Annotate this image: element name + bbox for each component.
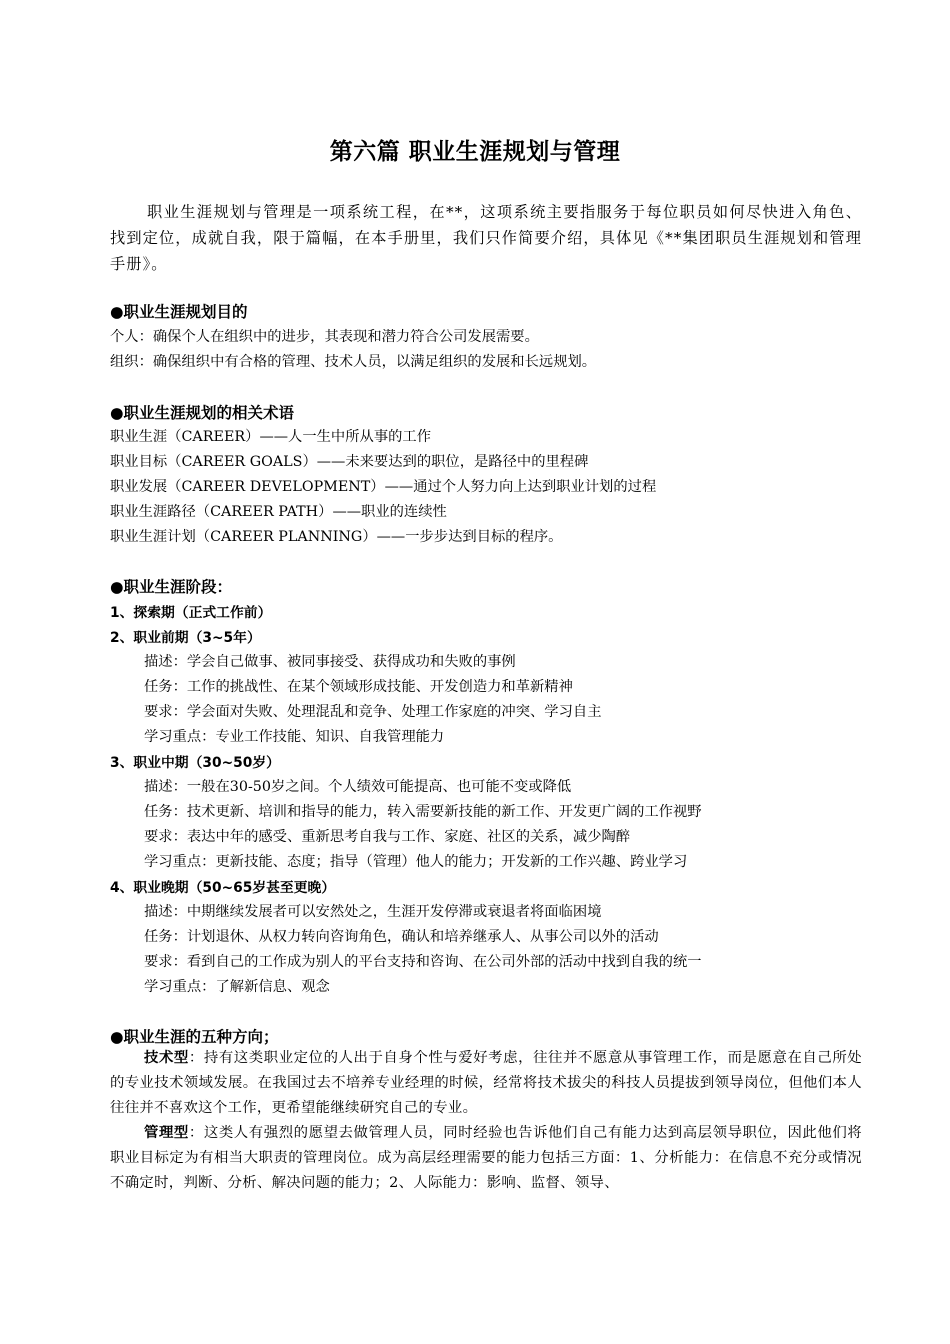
section-heading-directions: ●职业生涯的五种方向； <box>110 1028 279 1046</box>
stage-item: 描述：学会自己做事、被同事接受、获得成功和失败的事例 <box>144 654 516 670</box>
section-heading-stages: ●职业生涯阶段： <box>110 578 233 596</box>
page-title: 第六篇 职业生涯规划与管理 <box>329 139 621 165</box>
stage-item: 学习重点：更新技能、态度；指导（管理）他人的能力；开发新的工作兴趣、跨业学习 <box>144 854 688 870</box>
stage-item: 任务：计划退休、从权力转向咨询角色，确认和培养继承人、从事公司以外的活动 <box>144 929 659 945</box>
term-line: 职业生涯计划（CAREER PLANNING）——一步步达到目标的程序。 <box>110 529 563 545</box>
direction-paragraph-technical <box>110 1046 862 1121</box>
direction-label: 技术型 <box>144 1050 189 1066</box>
term-line: 职业生涯路径（CAREER PATH）——职业的连续性 <box>110 504 447 520</box>
stage-item: 描述：一般在30-50岁之间。个人绩效可能提高、也可能不变或降低 <box>144 779 572 795</box>
direction-label: 管理型 <box>144 1125 189 1141</box>
stage-item: 学习重点：专业工作技能、知识、自我管理能力 <box>144 729 445 745</box>
stage-title: 3、职业中期（30~50岁） <box>110 755 280 771</box>
stage-item: 要求：看到自己的工作成为别人的平台支持和咨询、在公司外部的活动中找到自我的统一 <box>144 954 702 970</box>
intro-paragraph: 职业生涯规划与管理是一项系统工程，在**，这项系统主要指服务于每位职员如何尽快进入角色、找到定位，成就自我，限于篇幅，在本手册里，我们只作简要介绍，具体见《**集团职员生涯规划和管理手册》。 <box>110 203 862 273</box>
stage-item: 学习重点：了解新信息、观念 <box>144 979 330 995</box>
stage-title: 2、职业前期（3~5年） <box>110 630 261 646</box>
stage-item: 描述：中期继续发展者可以安然处之，生涯开发停滞或衰退者将面临困境 <box>144 904 602 920</box>
section-heading-terms: ●职业生涯规划的相关术语 <box>110 404 295 422</box>
purpose-line: 组织：确保组织中有合格的管理、技术人员，以满足组织的发展和长远规划。 <box>110 354 597 370</box>
term-line: 职业发展（CAREER DEVELOPMENT）——通过个人努力向上达到职业计划的过程 <box>110 479 657 495</box>
term-line: 职业目标（CAREER GOALS）——未来要达到的职位，是路径中的里程碑 <box>110 454 589 470</box>
stage-title: 4、职业晚期（50~65岁甚至更晚） <box>110 880 336 896</box>
direction-text: ：持有这类职业定位的人出于自身个性与爱好考虑，往往并不愿意从事管理工作，而是愿意在自己所处的专业技术领域发展。在我国过去不培养专业经理的时候，经常将技术拔尖的科技人员提拔到领导岗位，但他们本人往往并不喜欢这个工作，更希望能继续研究自己的专业。 <box>110 1050 862 1116</box>
direction-paragraph-management <box>110 1121 862 1196</box>
stage-item: 要求：表达中年的感受、重新思考自我与工作、家庭、社区的关系，减少陶醉 <box>144 829 631 845</box>
term-line: 职业生涯（CAREER）——人一生中所从事的工作 <box>110 429 432 445</box>
purpose-line: 个人：确保个人在组织中的进步，其表现和潜力符合公司发展需要。 <box>110 329 539 345</box>
direction-text: ：这类人有强烈的愿望去做管理人员，同时经验也告诉他们自己有能力达到高层领导职位，因此他们将职业目标定为有相当大职责的管理岗位。成为高层经理需要的能力包括三方面：1、分析能力：在信息不充分或情况不确定时，判断、分析、解决问题的能力；2、人际能力：影响、监督、领导、 <box>110 1125 862 1191</box>
stage-title: 1、探索期（正式工作前） <box>110 605 272 621</box>
section-heading-purpose: ●职业生涯规划目的 <box>110 303 248 321</box>
stage-item: 要求：学会面对失败、处理混乱和竞争、处理工作家庭的冲突、学习自主 <box>144 704 602 720</box>
stage-item: 任务：技术更新、培训和指导的能力，转入需要新技能的新工作、开发更广阔的工作视野 <box>144 804 702 820</box>
stage-item: 任务：工作的挑战性、在某个领域形成技能、开发创造力和革新精神 <box>144 679 573 695</box>
